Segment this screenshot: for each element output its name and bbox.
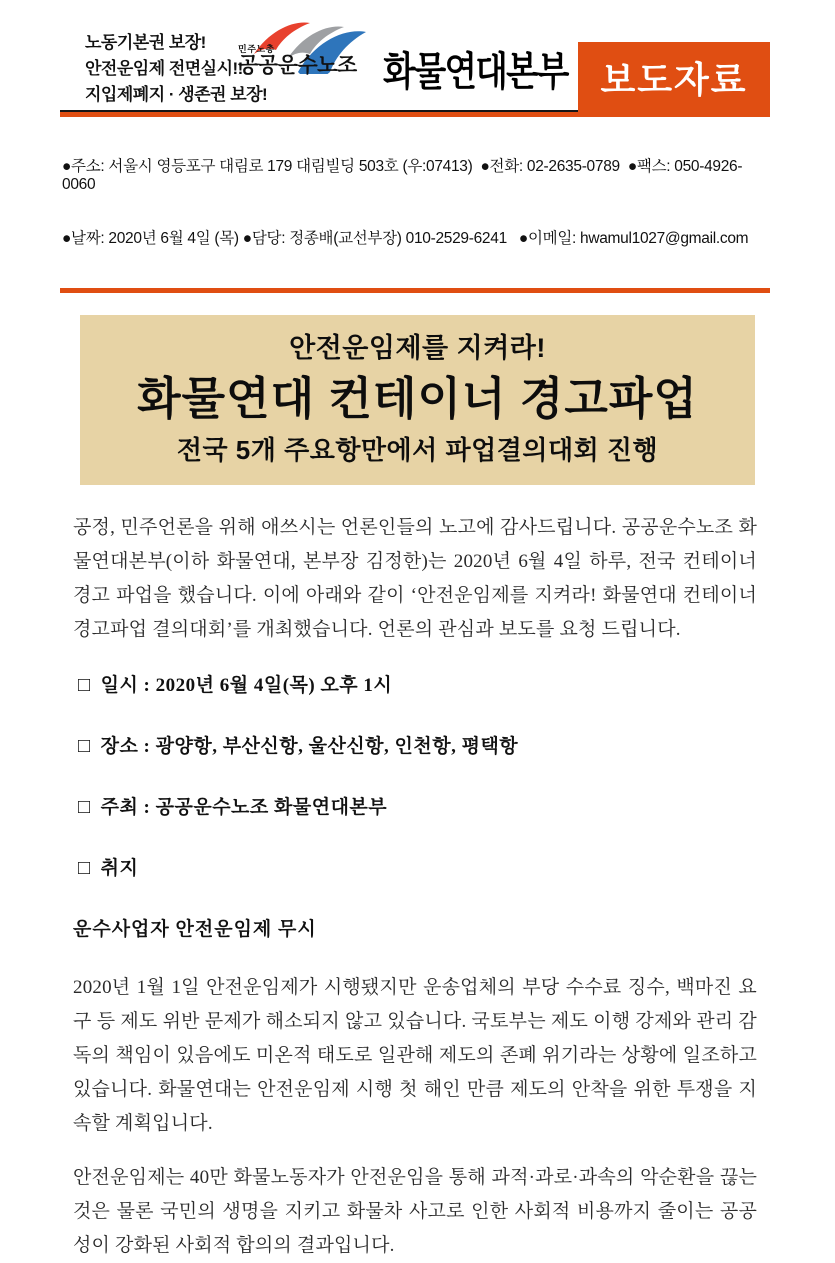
headline-kicker: 안전운임제를 지켜라! (289, 333, 546, 363)
header-divider-orange (60, 112, 770, 117)
headline-box (80, 315, 755, 485)
list-item-text: 주최 : 공공운수노조 화물연대본부 (100, 797, 388, 818)
union-federation-name: 민주노총 (238, 44, 275, 54)
square-bullet-icon: □ (78, 796, 91, 818)
contact-divider (60, 288, 770, 293)
square-bullet-icon: □ (78, 857, 91, 879)
section-heading: 운수사업자 안전운임제 무시 (73, 919, 317, 940)
org-title: 화물연대본부 (383, 50, 568, 94)
list-item-text: 장소 : 광양항, 부산신항, 울산신항, 인천항, 평택항 (100, 736, 519, 757)
masthead (60, 0, 770, 117)
contact-line-date: ●날짜: 2020년 6월 4일 (목) ●담당: 정종배(교선부장) 010-2529-6241 ●이메일: hwamul1027@gmail.com (62, 230, 749, 247)
list-item-purpose (78, 856, 757, 881)
list-item-host (78, 795, 757, 820)
event-detail-list (73, 673, 757, 881)
contact-line-address: ●주소: 서울시 영등포구 대림로 179 대림빌딩 503호 (우:07413) ●전화: 02-2635-0789 ●팩스: 050-4926-0060 (62, 158, 743, 193)
list-item-text: 취지 (100, 858, 139, 879)
body-paragraph-2: 2020년 1월 1일 안전운임제가 시행됐지만 운송업체의 부당 수수료 징수, 백마진 요구 등 제도 위반 문제가 해소되지 않고 있습니다. 국토부는 제도 이행 강제와 관리 감독의 책임이 있음에도 미온적 태도로 일관해 제도의 존폐 위기라는 상황에 일조하고 있습니다. 화물연대는 안전운임제 시행 첫 해인 만큼 제도의 안착을 위한 투쟁을 지속할 계획입니다. (73, 977, 757, 1134)
list-item-location (78, 734, 757, 759)
slogan-line: 노동기본권 보장! (85, 33, 206, 52)
slogan-line: 지입제폐지 · 생존권 보장! (85, 85, 268, 104)
slogan-line: 안전운임제 전면실시!! (85, 59, 243, 78)
square-bullet-icon: □ (78, 735, 91, 757)
headline-main: 화물연대 컨테이너 경고파업 (137, 373, 698, 424)
union-name: 공공운수노조 (238, 54, 357, 77)
intro-paragraph: 공정, 민주언론을 위해 애쓰시는 언론인들의 노고에 감사드립니다. 공공운수노조 화물연대본부(이하 화물연대, 본부장 김정한)는 2020년 6월 4일 하루, 전국 컨테이너 경고 파업을 했습니다. 이에 아래와 같이 ‘안전운임제를 지켜라! 화물연대 컨테이너 경고파업 결의대회’를 개최했습니다. 언론의 관심과 보도를 요청 드립니다. (73, 517, 757, 640)
body-paragraph-3: 안전운임제는 40만 화물노동자가 안전운임을 통해 과적·과로·과속의 악순환을 끊는 것은 물론 국민의 생명을 지키고 화물차 사고로 인한 사회적 비용까지 줄이는 공공성이 강화된 사회적 합의의 결과입니다. (73, 1167, 757, 1256)
document-body (60, 511, 757, 1263)
press-release-badge: 보도자료 (578, 42, 770, 112)
list-item-text: 일시 : 2020년 6월 4일(목) 오후 1시 (100, 675, 393, 696)
square-bullet-icon: □ (78, 674, 91, 696)
union-logo-text (238, 45, 357, 76)
list-item-datetime (78, 673, 757, 698)
headline-sub: 전국 5개 주요항만에서 파업결의대회 진행 (176, 435, 659, 465)
contact-info (60, 117, 770, 288)
union-logo (236, 16, 388, 77)
